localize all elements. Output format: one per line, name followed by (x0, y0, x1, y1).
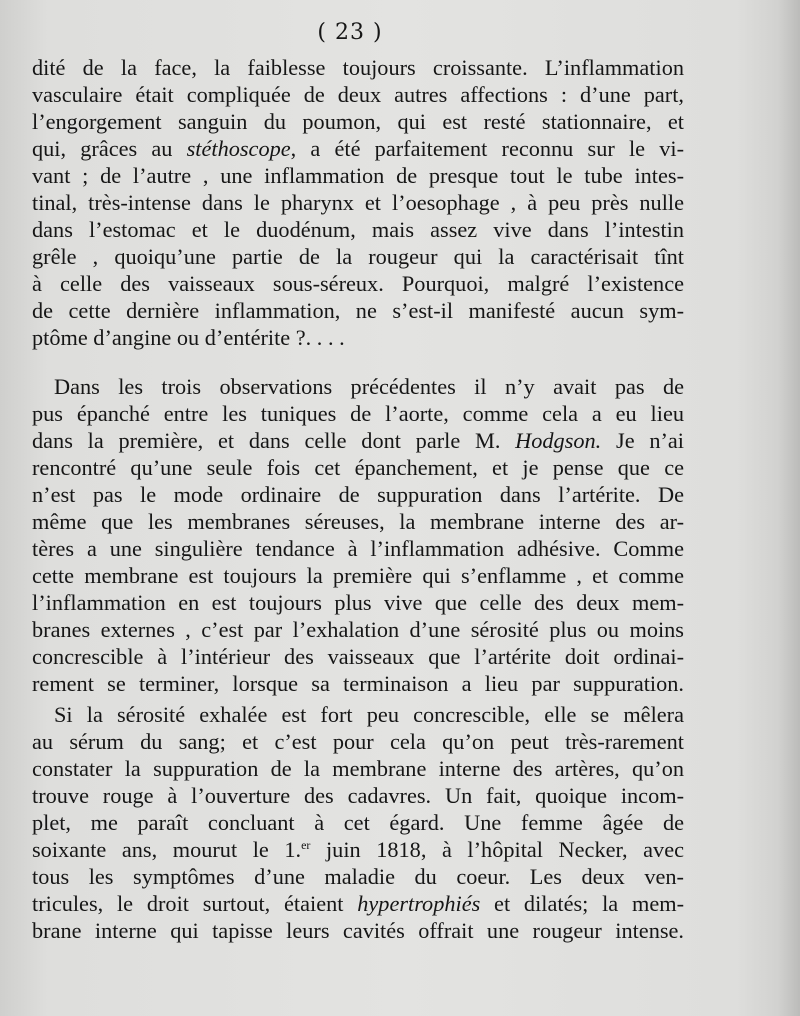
text-line (32, 135, 684, 162)
text-line (32, 427, 684, 454)
text-line: de cette dernière inflammation, ne s’est-il manifesté aucun sym- (32, 298, 684, 323)
text-line: dité de la face, la faiblesse toujours croissante. L’inflammation (32, 55, 684, 80)
text-line: pus épanché entre les tuniques de l’aorte, comme cela a eu lieu (32, 401, 684, 426)
text-line: trouve rouge à l’ouverture des cadavres. Un fait, quoique incom- (32, 783, 684, 808)
text-fragment: , a été parfaitement reconnu sur le vi- (290, 136, 685, 161)
text-line (32, 836, 684, 863)
text-line: ptôme d’angine ou d’entérite ?. . . . (32, 325, 345, 350)
text-line (32, 373, 684, 400)
text-line: n’est pas le mode ordinaire de suppuration dans l’artérite. De (32, 482, 684, 507)
text-line: branes externes , c’est par l’exhalation d’une sérosité plus ou moins (32, 617, 684, 642)
text-line: grêle , quoiqu’une partie de la rougeur qui la caractérisait tînt (32, 244, 684, 269)
text-line: tères a une singulière tendance à l’inflammation adhésive. Comme (32, 536, 684, 561)
italic-term: stéthoscope (186, 136, 291, 161)
text-line: rencontré qu’une seule fois cet épanchement, et je pense que ce (32, 455, 684, 480)
superscript: er (301, 838, 311, 852)
text-fragment: soixante ans, mourut le 1. (32, 837, 302, 862)
text-line: tinal, très-intense dans le pharynx et l’oesophage , à peu près nulle (32, 190, 684, 215)
text-fragment: Dans les trois observations précédentes il n’y avait pas de (54, 374, 684, 399)
text-line (32, 890, 684, 917)
text-line: vant ; de l’autre , une inflammation de presque tout le tube intes- (32, 163, 684, 188)
italic-term: hypertrophiés (357, 891, 481, 916)
paragraph-gap (32, 351, 684, 373)
text-fragment: tricules, le droit surtout, étaient (32, 891, 358, 916)
text-line: dans l’estomac et le duodénum, mais assez vive dans l’intestin (32, 217, 684, 242)
page-edge-shadow (778, 0, 800, 1016)
text-line: l’engorgement sanguin du poumon, qui est resté stationnaire, et (32, 109, 684, 134)
text-line: vasculaire était compliquée de deux autres affections : d’une part, (32, 82, 684, 107)
text-fragment: Je n’ai (601, 428, 685, 453)
text-line: l’inflammation en est toujours plus vive que celle des deux mem- (32, 590, 684, 615)
text-fragment: juin 1818, à l’hôpital Necker, avec (310, 837, 684, 862)
text-line: brane interne qui tapisse leurs cavités offrait une rougeur intense. (32, 918, 684, 943)
text-line (32, 701, 684, 728)
body-text (32, 54, 684, 944)
text-fragment: et dilatés; la mem- (480, 891, 684, 916)
italic-name: Hodgson. (515, 428, 602, 453)
text-fragment: qui, grâces au (32, 136, 187, 161)
text-line: au sérum du sang; et c’est pour cela qu’on peut très-rarement (32, 729, 684, 754)
text-line: rement se terminer, lorsque sa terminaison a lieu par suppuration. (32, 671, 684, 696)
text-line: même que les membranes séreuses, la membrane interne des ar- (32, 509, 684, 534)
text-line: à celle des vaisseaux sous-séreux. Pourquoi, malgré l’existence (32, 271, 684, 296)
text-fragment: Si la sérosité exhalée est fort peu concrescible, elle se mêlera (54, 702, 684, 727)
text-line: cette membrane est toujours la première qui s’enflamme , et comme (32, 563, 684, 588)
text-line: constater la suppuration de la membrane interne des artères, qu’on (32, 756, 684, 781)
text-line: tous les symptômes d’une maladie du coeur. Les deux ven- (32, 864, 684, 889)
page-number: ( 23 ) (317, 20, 383, 45)
text-line: plet, me paraît concluant à cet égard. Une femme âgée de (32, 810, 684, 835)
text-fragment: dans la première, et dans celle dont parle M. (32, 428, 516, 453)
text-line: concrescible à l’intérieur des vaisseaux que l’artérite doit ordinai- (32, 644, 684, 669)
